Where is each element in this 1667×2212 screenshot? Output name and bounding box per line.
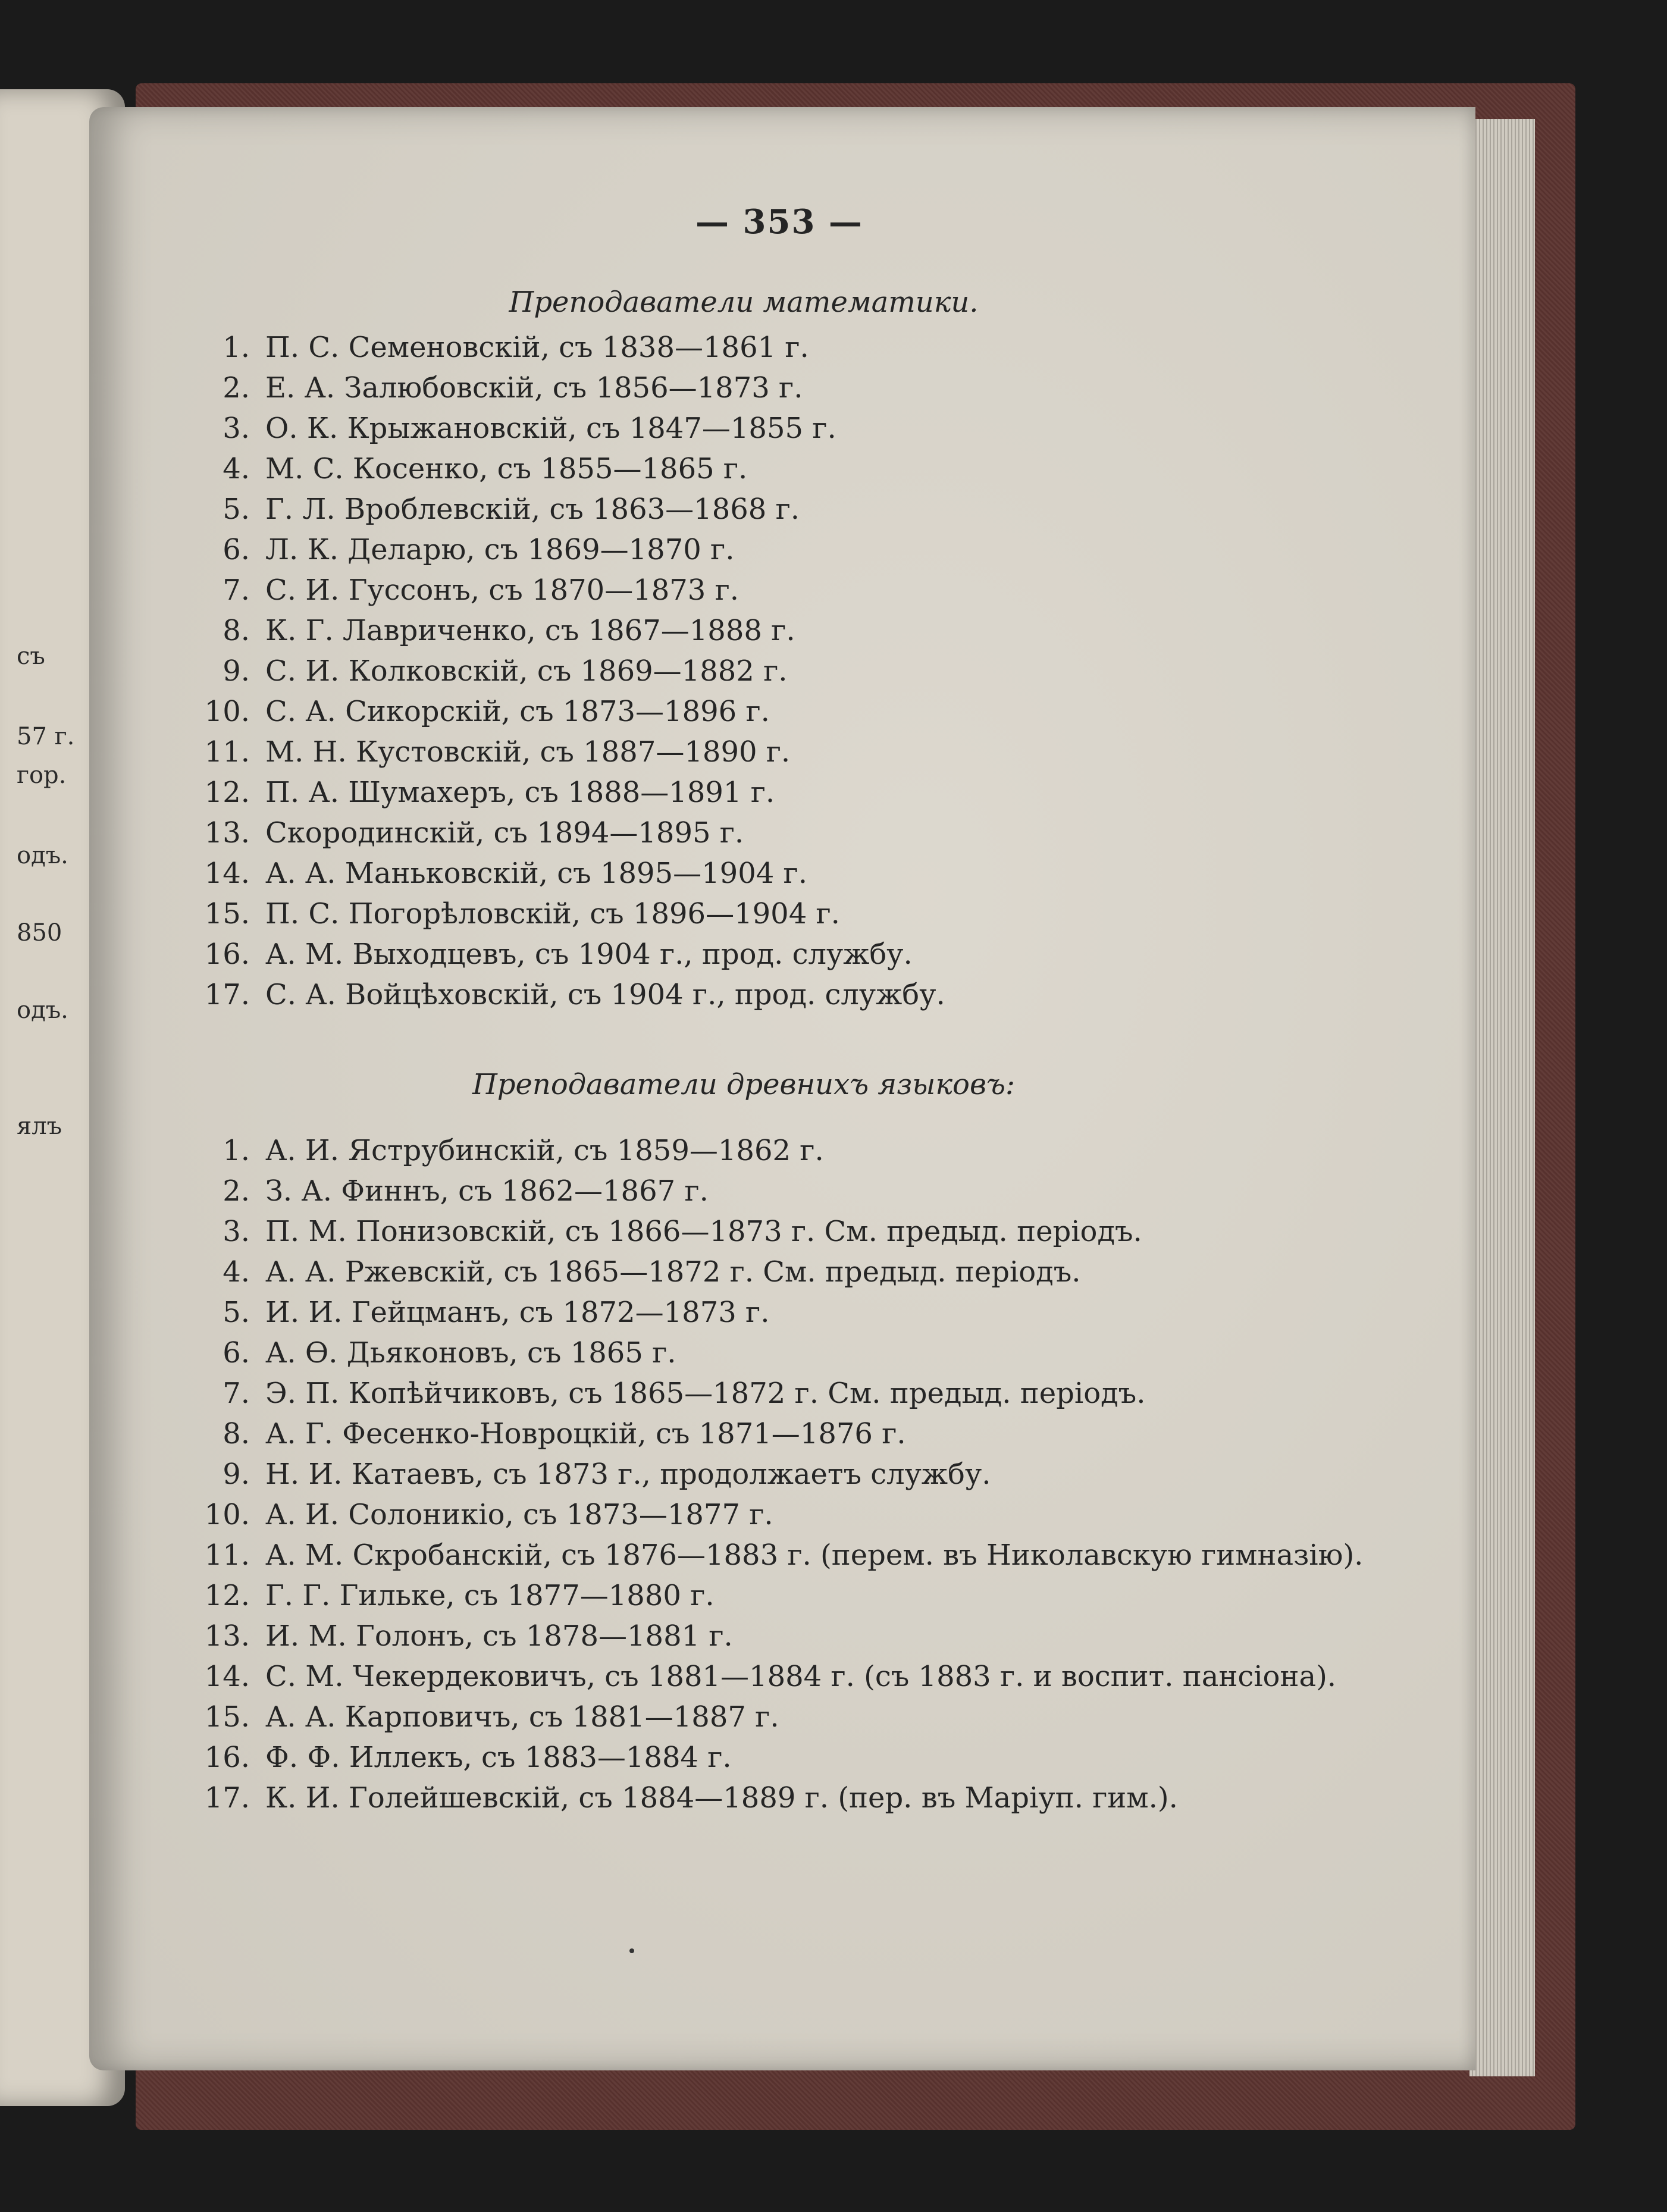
entry-text: С. А. Войцѣховскій, съ 1904 г., прод. службу. [265, 978, 945, 1011]
entry-text: О. К. Крыжановскій, съ 1847—1855 г. [265, 412, 836, 445]
entry-text: Г. Л. Вроблевскій, съ 1863—1868 г. [265, 493, 800, 526]
list-item [178, 1575, 1368, 1616]
entry-text: А. М. Выходцевъ, съ 1904 г., прод. службу. [265, 938, 913, 971]
list-item [178, 894, 1368, 934]
left-page-fragment: одъ. [17, 842, 68, 869]
entry-number: 6. [223, 533, 250, 566]
entry-number: 17. [204, 978, 250, 1011]
entry-number: 17. [204, 1781, 250, 1815]
list-item [178, 651, 1368, 691]
list-item [178, 1252, 1368, 1292]
entry-number: 7. [223, 574, 250, 607]
entry-text: А. И. Яструбинскій, съ 1859—1862 г. [265, 1134, 824, 1167]
list-item [178, 368, 1368, 408]
entry-number: 11. [204, 735, 250, 769]
list-item [178, 449, 1368, 489]
entry-number: 3. [223, 412, 250, 445]
entry-number: 12. [204, 776, 250, 809]
entry-text: И. И. Гейцманъ, съ 1872—1873 г. [265, 1296, 770, 1329]
entry-text: И. М. Голонъ, съ 1878—1881 г. [265, 1619, 733, 1653]
list-item [178, 1211, 1368, 1252]
entry-text: К. И. Голейшевскій, съ 1884—1889 г. (пер. въ Маріуп. гим.). [265, 1781, 1178, 1815]
entry-text: А. И. Солоникіо, съ 1873—1877 г. [265, 1498, 773, 1531]
page-edges [1469, 119, 1535, 2076]
entry-number: 16. [204, 1741, 250, 1774]
left-page-fragment: гор. [17, 762, 67, 789]
entry-number: 2. [223, 1174, 250, 1208]
entry-text: А. А. Маньковскій, съ 1895—1904 г. [265, 857, 807, 890]
entry-number: 15. [204, 897, 250, 930]
list-item [178, 732, 1368, 772]
list-item [178, 1494, 1368, 1535]
entry-text: М. С. Косенко, съ 1855—1865 г. [265, 452, 748, 485]
list-item [178, 1697, 1368, 1737]
ink-dot [629, 1948, 634, 1953]
section-heading-mathematics: Преподаватели математики. [509, 286, 979, 319]
left-page-fragment: съ [17, 643, 45, 670]
entry-text: Э. П. Копѣйчиковъ, съ 1865—1872 г. См. предыд. періодъ. [265, 1377, 1146, 1410]
entry-number: 10. [204, 1498, 250, 1531]
entry-text: Скородинскій, съ 1894—1895 г. [265, 816, 744, 850]
list-item [178, 975, 1368, 1015]
entry-number: 13. [204, 1619, 250, 1653]
list-item [178, 1373, 1368, 1414]
list-item [178, 1130, 1368, 1171]
entry-text: С. И. Гуссонъ, съ 1870—1873 г. [265, 574, 740, 607]
entry-number: 11. [204, 1539, 250, 1572]
entry-number: 6. [223, 1336, 250, 1370]
entry-number: 1. [223, 1134, 250, 1167]
entry-text: Г. Г. Гильке, съ 1877—1880 г. [265, 1579, 715, 1612]
left-page-fragment: одъ. [17, 997, 68, 1024]
entry-text: Е. А. Залюбовскій, съ 1856—1873 г. [265, 371, 803, 405]
entry-text: С. А. Сикорскій, съ 1873—1896 г. [265, 695, 770, 728]
page-content [89, 107, 1475, 2070]
list-item [178, 1737, 1368, 1778]
list-item [178, 1535, 1368, 1575]
entry-text: П. А. Шумахеръ, съ 1888—1891 г. [265, 776, 775, 809]
entry-text: А. Г. Фесенко-Новроцкій, съ 1871—1876 г. [265, 1417, 906, 1450]
list-item [178, 934, 1368, 975]
list-item [178, 1778, 1368, 1818]
entry-number: 8. [223, 1417, 250, 1450]
entry-text: А. А. Карповичъ, съ 1881—1887 г. [265, 1700, 779, 1734]
page-number: — 353 — [695, 202, 863, 242]
entry-text: Ф. Ф. Иллекъ, съ 1883—1884 г. [265, 1741, 732, 1774]
left-page-fragment: ялъ [17, 1113, 62, 1140]
entry-number: 14. [204, 1660, 250, 1693]
entry-text: А. Ѳ. Дьяконовъ, съ 1865 г. [265, 1336, 676, 1370]
entry-text: П. С. Погорѣловскій, съ 1896—1904 г. [265, 897, 840, 930]
entry-text: С. М. Чекердековичъ, съ 1881—1884 г. (съ 1883 г. и воспит. пансіона). [265, 1660, 1337, 1693]
list-item [178, 691, 1368, 732]
entry-text: А. А. Ржевскій, съ 1865—1872 г. См. предыд. періодъ. [265, 1255, 1081, 1289]
ancient-languages-teachers-list [178, 1130, 1368, 1818]
entry-number: 7. [223, 1377, 250, 1410]
list-item [178, 570, 1368, 610]
list-item [178, 813, 1368, 853]
entry-number: 8. [223, 614, 250, 647]
list-item [178, 1616, 1368, 1656]
list-item [178, 529, 1368, 570]
list-item [178, 1171, 1368, 1211]
left-page-fragment: 57 г. [17, 723, 75, 750]
entry-text: Л. К. Деларю, съ 1869—1870 г. [265, 533, 735, 566]
mathematics-teachers-list [178, 327, 1368, 1015]
list-item [178, 1292, 1368, 1333]
left-page-fragment: 850 [17, 919, 62, 947]
list-item [178, 853, 1368, 894]
entry-number: 1. [223, 331, 250, 364]
list-item [178, 327, 1368, 368]
list-item [178, 489, 1368, 529]
entry-number: 15. [204, 1700, 250, 1734]
entry-number: 12. [204, 1579, 250, 1612]
entry-text: С. И. Колковскій, съ 1869—1882 г. [265, 654, 788, 688]
list-item [178, 1333, 1368, 1373]
entry-text: А. М. Скробанскій, съ 1876—1883 г. (перем. въ Николавскую гимназію). [265, 1539, 1364, 1572]
list-item [178, 1454, 1368, 1494]
entry-number: 4. [223, 452, 250, 485]
section-heading-ancient-languages: Преподаватели древнихъ языковъ: [472, 1068, 1016, 1101]
entry-number: 9. [223, 654, 250, 688]
entry-text: П. С. Семеновскій, съ 1838—1861 г. [265, 331, 809, 364]
entry-number: 4. [223, 1255, 250, 1289]
entry-number: 5. [223, 493, 250, 526]
entry-text: П. М. Понизовскій, съ 1866—1873 г. См. предыд. періодъ. [265, 1215, 1142, 1248]
entry-number: 9. [223, 1458, 250, 1491]
entry-text: М. Н. Кустовскій, съ 1887—1890 г. [265, 735, 791, 769]
entry-text: К. Г. Лавриченко, съ 1867—1888 г. [265, 614, 795, 647]
right-page [89, 107, 1475, 2070]
entry-number: 13. [204, 816, 250, 850]
entry-number: 5. [223, 1296, 250, 1329]
entry-number: 10. [204, 695, 250, 728]
entry-number: 3. [223, 1215, 250, 1248]
list-item [178, 1414, 1368, 1454]
entry-text: З. А. Финнъ, съ 1862—1867 г. [265, 1174, 709, 1208]
list-item [178, 1656, 1368, 1697]
list-item [178, 408, 1368, 449]
entry-text: Н. И. Катаевъ, съ 1873 г., продолжаетъ службу. [265, 1458, 991, 1491]
entry-number: 16. [204, 938, 250, 971]
list-item [178, 772, 1368, 813]
list-item [178, 610, 1368, 651]
entry-number: 2. [223, 371, 250, 405]
entry-number: 14. [204, 857, 250, 890]
